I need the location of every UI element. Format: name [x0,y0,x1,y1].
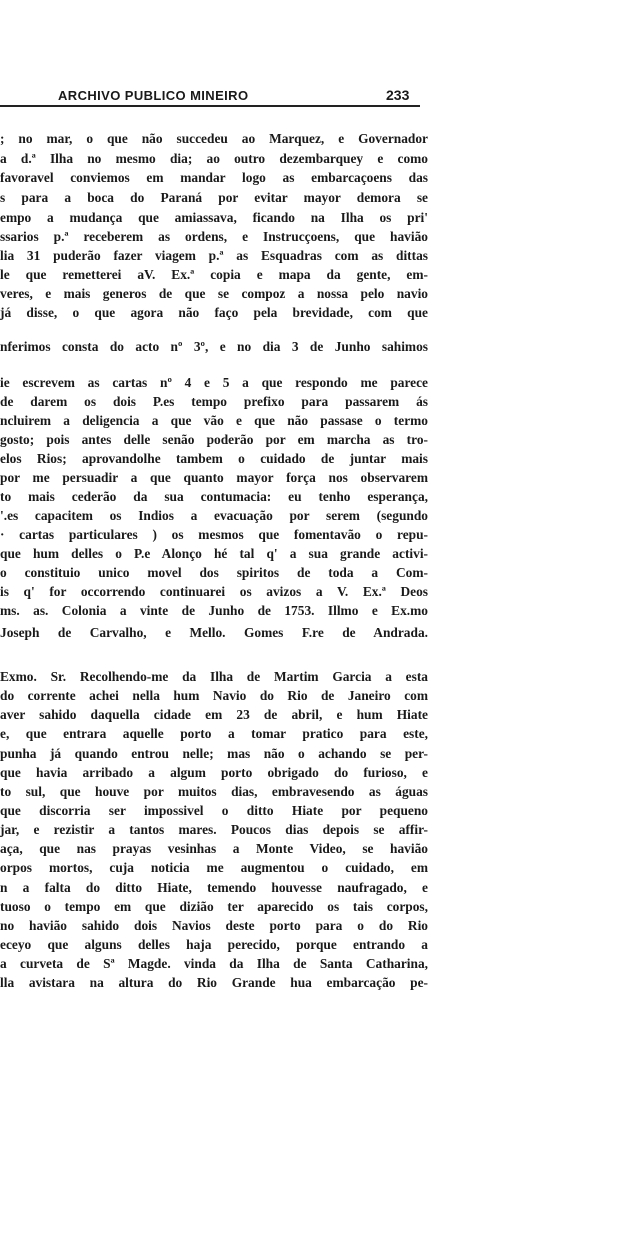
text-line: eceyo que alguns delles haja perecido, porque entrando a [0,937,428,952]
text-line: is q' for occorrendo continuarei os avizos a V. Ex.ª Deos [0,584,428,599]
text-line: ; no mar, o que não succedeu ao Marquez, e Governador [0,131,428,146]
text-line: to sul, que houve por muitos dias, embravesendo as águas [0,784,428,799]
text-line: le que remetterei aV. Ex.ª copia e mapa da gente, em- [0,267,428,282]
header-rule [0,105,420,107]
text-line: o constituio unico movel dos spiritos de toda a Com- [0,565,428,580]
text-line: nferimos consta do acto nº 3º, e no dia 3 de Junho sahimos [0,339,428,354]
text-line: ie escrevem as cartas nº 4 e 5 a que respondo me parece [0,375,428,390]
text-line: '.es capacitem os Indios a evacuação por serem (segundo [0,508,428,523]
text-line: que discorria ser impossivel o ditto Hiate por pequeno [0,803,428,818]
text-line: tuoso o tempo em que dizião ter aparecido os tais corpos, [0,899,428,914]
text-line: jar, e rezistir a tantos mares. Poucos dias depois se affir- [0,822,428,837]
text-line: ssarios p.ª receberem as ordens, e Instrucçoens, que havião [0,229,428,244]
text-line: empo a mudança que amiassava, ficando na Ilha os pri' [0,210,428,225]
text-line: a curveta de Sª Magde. vinda da Ilha de Santa Catharina, [0,956,428,971]
text-line: gosto; pois antes delle senão poderão por em marcha as tro- [0,432,428,447]
text-line: no havião sahido dois Navios deste porto para o do Rio [0,918,428,933]
text-line: · cartas particulares ) os mesmos que fomentavão o repu- [0,527,428,542]
text-line: e, que entrara aquelle porto a tomar pratico para este, [0,726,428,741]
text-line: to mais cederão da sua contumacia: eu tenho esperança, [0,489,428,504]
text-line: aver sahido daquella cidade em 23 de abril, e hum Hiate [0,707,428,722]
text-line: a d.ª Ilha no mesmo dia; ao outro dezembarquey e como [0,151,428,166]
text-line: que hum delles o P.e Alonço hé tal q' a sua grande activi- [0,546,428,561]
text-line: punha já quando entrou nelle; mas não o achando se per- [0,746,428,761]
page-number: 233 [386,87,410,103]
text-line: favoravel conviemos em mandar logo as embarcaçoens das [0,170,428,185]
text-line: já disse, o que agora não faço pela brevidade, com que [0,305,428,320]
text-line: do corrente achei nella hum Navio do Rio de Janeiro com [0,688,428,703]
text-line: lia 31 puderão fazer viagem p.ª as Esquadras com as dittas [0,248,428,263]
text-line: Joseph de Carvalho, e Mello. Gomes F.re de Andrada. [0,625,428,640]
text-line: ncluirem a deligencia a que vão e que não passase o termo [0,413,428,428]
text-line: aça, que nas prayas vesinhas a Monte Video, se havião [0,841,428,856]
text-line: s para a boca do Paraná por evitar mayor demora se [0,190,428,205]
text-line: lla avistara na altura do Rio Grande hua embarcação pe- [0,975,428,990]
text-line: que havia arribado a algum porto obrigado do furioso, e [0,765,428,780]
text-line: elos Rios; aprovandolhe tambem o cuidado de juntar mais [0,451,428,466]
text-line: ms. as. Colonia a vinte de Junho de 1753. Illmo e Ex.mo [0,603,428,618]
page-header [0,88,420,108]
text-line: Exmo. Sr. Recolhendo-me da Ilha de Martim Garcia a esta [0,669,428,684]
text-line: orpos mortos, cuja noticia me augmentou o cuidado, em [0,860,428,875]
running-title: ARCHIVO PUBLICO MINEIRO [58,88,249,103]
text-line: por me persuadir a que quanto mayor força nos observarem [0,470,428,485]
text-line: n a falta do ditto Hiate, temendo houvesse naufragado, e [0,880,428,895]
text-line: de darem os dois P.es tempo prefixo para passarem ás [0,394,428,409]
text-line: veres, e mais generos de que se compoz a nossa pelo navio [0,286,428,301]
